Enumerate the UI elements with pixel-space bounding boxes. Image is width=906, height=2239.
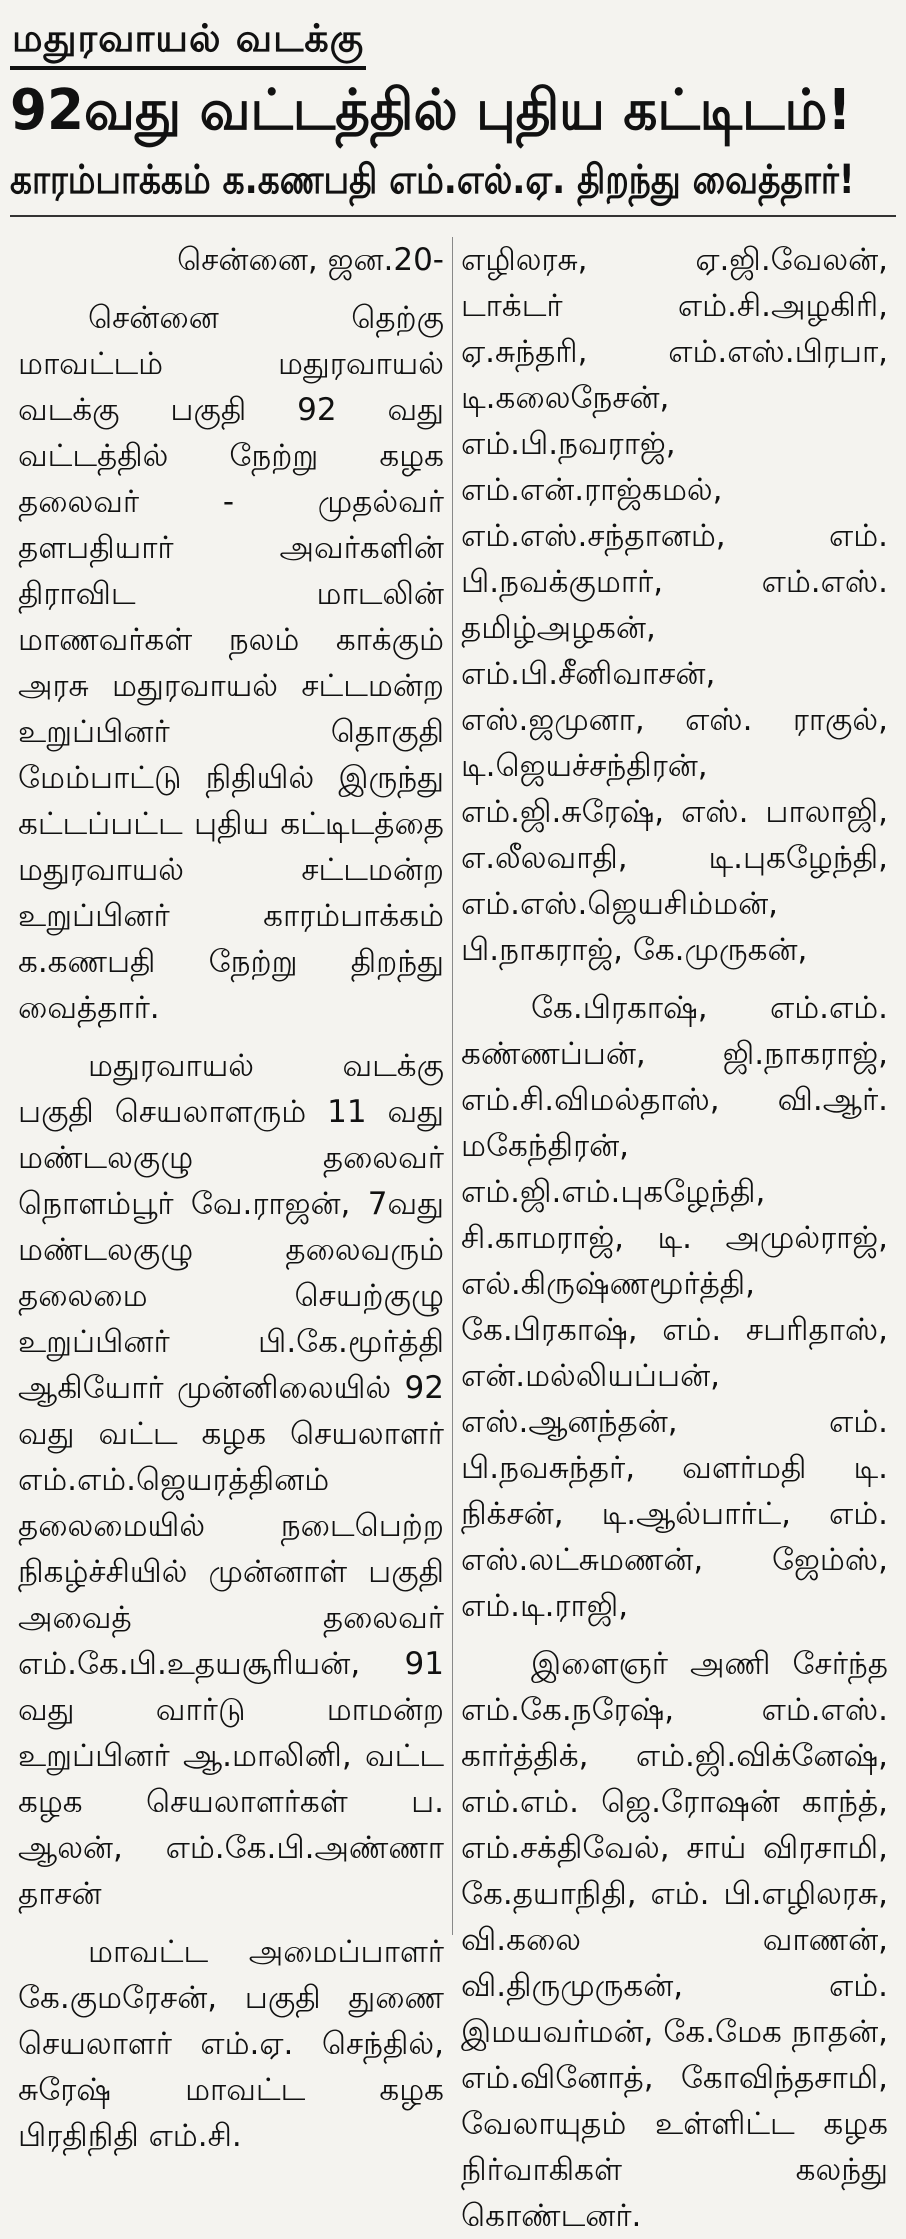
paragraph: எழிலரசு, ஏ.ஜி.வேலன், டாக்டர் எம்.சி.அழகிரி, ஏ.சுந்தரி, எம்.எஸ்.பிரபா, டி.கலைநேசன், எம்.பி.நவராஜ், எம்.என்.ராஜ்கமல், எம்.எஸ்.சந்தானம், எம். பி.நவக்குமார், எம்.எஸ். தமிழ்அழகன், எம்.பி.சீனிவாசன், எஸ்.ஜமுனா, எஸ். ராகுல், டி.ஜெயச்சந்திரன், எம்.ஜி.சுரேஷ், எஸ். பாலாஜி, எ.லீலவாதி, டி.புகழேந்தி, எம்.எஸ்.ஜெயசிம்மன், பி.நாகராஜ், கே.முருகன், xyxy=(461,242,888,969)
divider xyxy=(10,215,896,217)
headline: 92வது வட்டத்தில் புதிய கட்டிடம்! xyxy=(10,77,852,143)
paragraph: சென்னை தெற்கு மாவட்டம் மதுரவாயல் வடக்கு பகுதி 92 வது வட்டத்தில் நேற்று கழக தலைவர் - முதல்வர் தளபதியார் அவர்களின் திராவிட மாடலின் மாணவர்கள் நலம் காக்கும் அரசு மதுரவாயல் சட்டமன்ற உறுப்பினர் தொகுதி மேம்பாட்டு நிதியில் இருந்து கட்டப்பட்ட புதிய கட்டிடத்தை மதுரவாயல் சட்டமன்ற உறுப்பினர் காரம்பாக்கம் க.கணபதி நேற்று திறந்து வைத்தார். xyxy=(18,300,444,1027)
paragraph: கே.பிரகாஷ், எம்.எம். கண்ணப்பன், ஜி.நாகராஜ், எம்.சி.விமல்தாஸ், வி.ஆர். மகேந்திரன், எம்.ஜி.எம்.புகழேந்தி, சி.காமராஜ், டி. அமுல்ராஜ், எல்.கிருஷ்ணமூர்த்தி, கே.பிரகாஷ், எம். சபரிதாஸ், என்.மல்லியப்பன், எஸ்.ஆனந்தன், எம். பி.நவசுந்தர், வளர்மதி டி. நிக்சன், டி.ஆல்பார்ட், எம். எஸ்.லட்சுமணன், ஜேம்ஸ், எம்.டி.ராஜி, xyxy=(461,990,888,1625)
column-right xyxy=(453,237,896,2235)
column-left xyxy=(10,237,453,2155)
paragraph: இளைஞர் அணி சேர்ந்த எம்.கே.நரேஷ், எம்.எஸ். கார்த்திக், எம்.ஜி.விக்னேஷ், எம்.எம். ஜெ.ரோஷன் காந்த், எம்.சக்திவேல், சாய் விரசாமி, கே.தயாநிதி, எம். பி.எழிலரசு, வி.கலை வாணன், வி.திருமுருகன், எம். இமயவர்மன், கே.மேக நாதன், எம்.வினோத், கோவிந்தசாமி, வேலாயுதம் உள்ளிட்ட கழக நிர்வாகிகள் கலந்து கொண்டனர். xyxy=(461,1646,888,2235)
article-body xyxy=(10,237,896,2235)
paragraph: மதுரவாயல் வடக்கு பகுதி செயலாளரும் 11 வது மண்டலகுழு தலைவர் நொளம்பூர் வே.ராஜன், 7வது மண்டலகுழு தலைவரும் தலைமை செயற்குழு உறுப்பினர் பி.கே.மூர்த்தி ஆகியோர் முன்னிலையில் 92 வது வட்ட கழக செயலாளர் எம்.எம்.ஜெயரத்தினம் தலைமையில் நடைபெற்ற நிகழ்ச்சியில் முன்னாள் பகுதி அவைத் தலைவர் எம்.கே.பி.உதயசூரியன், 91 வது வார்டு மாமன்ற உறுப்பினர் ஆ.மாலினி, வட்ட கழக செயலாளர்கள் ப. ஆலன், எம்.கே.பி.அண்ணா தாசன் xyxy=(18,1048,444,1913)
dateline: சென்னை, ஜன.20- xyxy=(177,242,444,279)
subheadline: காரம்பாக்கம் க.கணபதி எம்.எல்.ஏ. திறந்து வைத்தார்! xyxy=(10,157,855,204)
kicker-label: மதுரவாயல் வடக்கு xyxy=(10,14,366,70)
paragraph: மாவட்ட அமைப்பாளர் கே.குமரேசன், பகுதி துணை செயலாளர் எம்.ஏ. செந்தில், சுரேஷ் மாவட்ட கழக பிரதிநிதி எம்.சி. xyxy=(18,1934,444,2155)
